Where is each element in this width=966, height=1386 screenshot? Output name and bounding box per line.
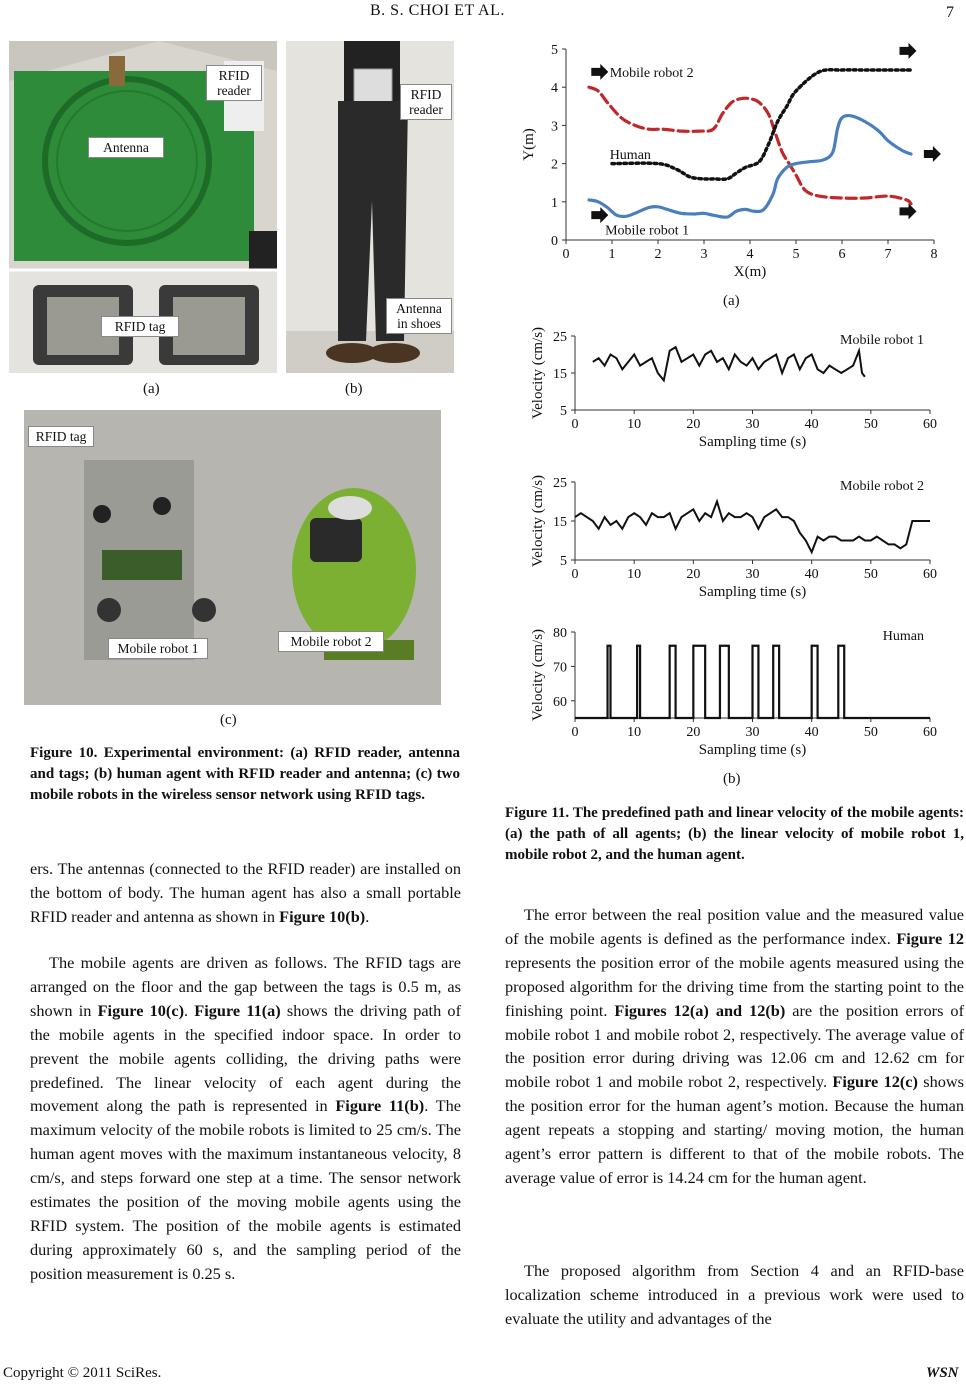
y-tick-label: 3 — [551, 119, 558, 135]
series-path-mobile-robot-2 — [575, 502, 930, 553]
figure10a-photo — [9, 41, 277, 373]
running-title: B. S. CHOI ET AL. — [370, 2, 505, 19]
figure10c-subcaption: (c) — [220, 712, 237, 728]
label-rfid-reader-a: RFID reader — [206, 65, 262, 101]
series-label-human: Human — [882, 629, 924, 644]
x-tick-label: 10 — [627, 725, 642, 740]
ref-figures12ab: Figures 12(a) and 12(b) — [614, 1000, 786, 1020]
mobile-robots-photo — [24, 410, 441, 705]
series-path-mobile-robot-2 — [589, 87, 911, 204]
label-rfid-tag-c: RFID tag — [28, 426, 94, 447]
ref-figure12c: Figure 12(c) — [832, 1072, 918, 1092]
ref-figure11b: Figure 11(b) — [335, 1096, 425, 1116]
y-axis-label: Velocity (cm/s) — [530, 628, 546, 722]
figure10-caption: Figure 10. Experimental environment: (a) RFID reader, antenna and tags; (b) human agent with RFID reader and antenna; (c) two mobile robots in the wireless sensor network using RFID tags. — [30, 745, 460, 803]
end-arrow-human — [900, 43, 917, 59]
label-antenna-in-shoes: Antenna in shoes — [386, 298, 452, 334]
figure11b-velocity-robot2-chart — [510, 468, 955, 612]
x-tick-label: 40 — [804, 725, 819, 740]
x-tick-label: 60 — [923, 567, 937, 582]
x-tick-label: 40 — [804, 417, 819, 432]
left-paragraph-1 — [30, 857, 461, 929]
y-tick-label: 1 — [551, 195, 558, 211]
label-mobile-robot-2: Mobile robot 2 — [278, 631, 384, 652]
x-tick-label: 6 — [838, 247, 846, 262]
left-p2-b: . — [184, 1000, 195, 1020]
left-paragraph-2 — [30, 951, 461, 1286]
figure11b-subcaption: (b) — [723, 771, 741, 787]
x-tick-label: 2 — [654, 247, 662, 262]
x-axis-label: Sampling time (s) — [698, 434, 807, 450]
x-tick-label: 0 — [571, 567, 579, 582]
x-tick-label: 7 — [884, 247, 892, 262]
x-tick-label: 50 — [863, 725, 878, 740]
x-tick-label: 0 — [562, 247, 570, 262]
x-tick-label: 50 — [863, 567, 878, 582]
series-path-mobile-robot-1 — [593, 347, 865, 380]
x-tick-label: 30 — [745, 417, 760, 432]
x-tick-label: 20 — [686, 567, 701, 582]
figure11a-path-chart — [510, 38, 955, 298]
series-label-mobile-robot-2: Mobile robot 2 — [840, 479, 924, 494]
x-tick-label: 10 — [627, 567, 642, 582]
x-tick-label: 50 — [863, 417, 878, 432]
annotation-mobile-robot-1: Mobile robot 1 — [605, 223, 690, 239]
y-tick-label: 0 — [551, 234, 558, 249]
figure10b-subcaption: (b) — [345, 381, 363, 397]
y-axis-label: Velocity (cm/s) — [530, 326, 546, 420]
y-tick-label: 80 — [553, 626, 567, 641]
y-tick-label: 25 — [553, 330, 567, 345]
left-p1-end: . — [365, 906, 370, 926]
ref-figure11a: Figure 11(a) — [194, 1000, 281, 1020]
label-rfid-reader-b: RFID reader — [400, 84, 452, 120]
x-tick-label: 30 — [745, 725, 760, 740]
x-axis-label: Sampling time (s) — [698, 742, 807, 758]
series-label-mobile-robot-1: Mobile robot 1 — [840, 333, 924, 348]
series-path-human — [575, 646, 930, 718]
x-tick-label: 8 — [930, 247, 938, 262]
end-arrow-robot2 — [900, 203, 917, 219]
x-tick-label: 20 — [686, 725, 701, 740]
y-tick-label: 4 — [551, 81, 558, 97]
x-tick-label: 60 — [923, 417, 937, 432]
y-tick-label: 70 — [553, 660, 567, 676]
x-tick-label: 20 — [686, 417, 701, 432]
footer-journal: WSN — [926, 1365, 959, 1381]
y-tick-label: 15 — [553, 367, 567, 382]
ref-figure12: Figure 12 — [896, 928, 964, 948]
left-p1-text: ers. The antennas (connected to the RFID reader) are installed on the bottom of body. The human agent has also a small portable RFID reader and antenna as shown in — [30, 859, 461, 926]
y-tick-label: 5 — [560, 404, 567, 419]
ref-figure10c: Figure 10(c) — [97, 1000, 184, 1020]
x-tick-label: 60 — [923, 725, 937, 740]
left-p2-d: . The maximum velocity of the mobile robots is limited to 25 cm/s. The human agent moves with the maximum instantaneous velocity, 8 cm/s, and steps forward one step at a time. The sensor network estimates the position of the moving mobile agents using the RFID system. The position of the mobile agents is estimated during approximately 60 s, and the sampling period of the position measurement is 0.25 s. — [30, 1096, 461, 1283]
right-paragraph-1 — [505, 903, 964, 1190]
x-tick-label: 1 — [608, 247, 616, 262]
footer-copyright: Copyright © 2011 SciRes. — [3, 1365, 162, 1381]
figure11b-velocity-human-chart — [510, 618, 955, 770]
x-tick-label: 40 — [804, 567, 819, 582]
figure10b-photo — [286, 41, 454, 373]
end-arrow-robot1 — [924, 146, 941, 162]
figure10a-subcaption: (a) — [143, 381, 160, 397]
right-p1-c: are the position errors of mobile robot 1 and mobile robot 2, respectively. The average value of the position error during driving was 12.06 cm and 12.62 cm for mobile robot 1 and mobile robot 2, respectively. — [505, 1000, 964, 1092]
x-tick-label: 5 — [792, 247, 800, 262]
y-tick-label: 2 — [551, 157, 558, 173]
y-tick-label: 5 — [551, 43, 558, 58]
annotation-human: Human — [609, 148, 651, 164]
figure11a-subcaption: (a) — [723, 293, 740, 309]
annotation-mobile-robot-2: Mobile robot 2 — [609, 65, 694, 81]
x-tick-label: 10 — [627, 417, 642, 432]
y-tick-label: 15 — [553, 515, 567, 530]
y-tick-label: 5 — [560, 554, 567, 569]
start-arrow-robot2 — [591, 64, 608, 80]
x-tick-label: 0 — [571, 725, 579, 740]
y-tick-label: 60 — [553, 694, 567, 710]
x-tick-label: 30 — [745, 567, 760, 582]
left-p2-a: The mobile agents are driven as follows. The RFID tags are arranged on the floor and the gap between the tags is 0.5 m, as shown in — [30, 953, 461, 1020]
x-axis-label: Sampling time (s) — [698, 584, 807, 600]
left-p2-c: shows the driving path of the mobile agents in the specified indoor space. In order to prevent the mobile agents colliding, the driving paths were predefined. The linear velocity of each agent during the movement along the path is represented in — [30, 1000, 461, 1116]
ref-figure10b: Figure 10(b) — [279, 906, 366, 926]
x-tick-label: 0 — [571, 417, 579, 432]
y-axis-label: Velocity (cm/s) — [530, 474, 546, 568]
x-axis-label: X(m) — [733, 264, 767, 280]
x-tick-label: 4 — [746, 247, 754, 262]
figure10c-photo — [24, 410, 441, 705]
figure11-caption: Figure 11. The predefined path and linear velocity of the mobile agents: (a) the path of all agents; (b) the linear velocity of mobile robot 1, mobile robot 2, and the human agent. — [505, 805, 964, 863]
label-antenna: Antenna — [88, 137, 164, 158]
start-arrow-robot1 — [591, 207, 608, 223]
y-axis-label: Y(m) — [521, 128, 537, 161]
right-p1-d: shows the position error for the human agent’s motion. Because the human agent repeats a stopping and starting/ moving motion, the human agent’s error pattern is different to that of the mobile robots. The average value of error is 14.24 cm for the human agent. — [505, 1072, 964, 1187]
page-number: 7 — [946, 4, 954, 21]
right-p1-a: The error between the real position value and the measured value of the mobile agents is defined as the performance index. — [505, 905, 964, 948]
right-p1-b: represents the position error of the mobile agents measured using the proposed algorithm for the driving time from the starting point to the finishing point. — [505, 952, 964, 1020]
label-rfid-tag-a: RFID tag — [101, 316, 179, 337]
y-tick-label: 25 — [553, 476, 567, 491]
x-tick-label: 3 — [700, 247, 708, 262]
label-mobile-robot-1: Mobile robot 1 — [108, 638, 208, 659]
series-path-human — [609, 70, 911, 180]
figure11b-velocity-robot1-chart — [510, 322, 955, 462]
right-paragraph-2: The proposed algorithm from Section 4 and an RFID-base localization scheme introduced in a previous work were used to evaluate the utility and advantages of the — [505, 1261, 964, 1328]
